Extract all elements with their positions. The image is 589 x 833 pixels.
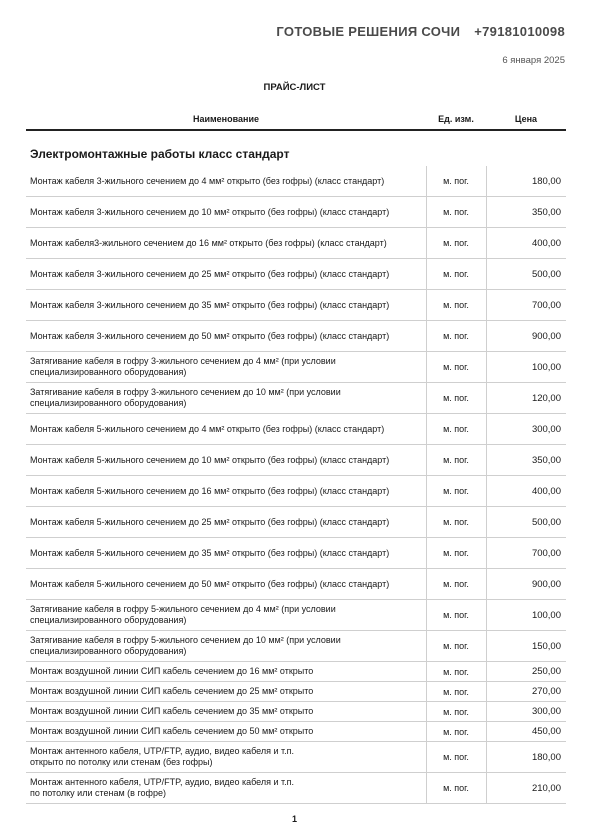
row-price: 150,00 — [486, 631, 566, 662]
row-name: Затягивание кабеля в гофру 5-жильного сечением до 10 мм² (при условии специализированного оборудования) — [26, 631, 426, 662]
table-row — [26, 742, 566, 773]
table-row — [26, 197, 566, 228]
row-price: 500,00 — [486, 507, 566, 538]
row-name: Монтаж кабеля 3-жильного сечением до 50 мм² открыто (без гофры) (класс стандарт) — [26, 321, 426, 352]
row-name: Монтаж воздушной линии СИП кабель сечением до 16 мм² открыто — [26, 662, 426, 682]
row-name: Монтаж воздушной линии СИП кабель сечением до 25 мм² открыто — [26, 682, 426, 702]
row-name: Монтаж антенного кабеля, UTP/FTP, аудио, видео кабеля и т.п. по потолку или стенам (в гофре) — [26, 773, 426, 804]
row-price: 180,00 — [486, 742, 566, 773]
table-row — [26, 600, 566, 631]
table-row — [26, 569, 566, 600]
document-title: ПРАЙС-ЛИСТ — [263, 82, 326, 93]
row-name: Монтаж кабеля 5-жильного сечением до 35 мм² открыто (без гофры) (класс стандарт) — [26, 538, 426, 569]
row-name: Монтаж кабеля 3-жильного сечением до 4 мм² открыто (без гофры) (класс стандарт) — [26, 166, 426, 197]
row-unit: м. пог. — [426, 507, 486, 538]
row-price: 400,00 — [486, 476, 566, 507]
row-name: Монтаж кабеля3-жильного сечением до 16 мм² открыто (без гофры) (класс стандарт) — [26, 228, 426, 259]
company-phone: +79181010098 — [474, 24, 565, 39]
row-name: Монтаж кабеля 3-жильного сечением до 35 мм² открыто (без гофры) (класс стандарт) — [26, 290, 426, 321]
column-header-name: Наименование — [192, 114, 260, 124]
row-unit: м. пог. — [426, 228, 486, 259]
row-price: 210,00 — [486, 773, 566, 804]
table-row — [26, 538, 566, 569]
company-header — [276, 24, 565, 39]
row-price: 250,00 — [486, 662, 566, 682]
row-name: Монтаж кабеля 5-жильного сечением до 25 мм² открыто (без гофры) (класс стандарт) — [26, 507, 426, 538]
row-name: Затягивание кабеля в гофру 3-жильного сечением до 4 мм² (при условии специализированного оборудования) — [26, 352, 426, 383]
table-row — [26, 773, 566, 804]
column-header-price: Цена — [514, 114, 538, 124]
table-row — [26, 631, 566, 662]
row-name: Монтаж воздушной линии СИП кабель сечением до 35 мм² открыто — [26, 702, 426, 722]
company-name: ГОТОВЫЕ РЕШЕНИЯ СОЧИ — [276, 24, 461, 39]
row-name: Монтаж кабеля 5-жильного сечением до 10 мм² открыто (без гофры) (класс стандарт) — [26, 445, 426, 476]
row-name: Затягивание кабеля в гофру 5-жильного сечением до 4 мм² (при условии специализированного оборудования) — [26, 600, 426, 631]
row-price: 900,00 — [486, 321, 566, 352]
row-price: 350,00 — [486, 197, 566, 228]
table-row — [26, 383, 566, 414]
table-row — [26, 722, 566, 742]
row-price: 450,00 — [486, 722, 566, 742]
row-unit: м. пог. — [426, 197, 486, 228]
table-row — [26, 321, 566, 352]
row-name: Монтаж кабеля 5-жильного сечением до 16 мм² открыто (без гофры) (класс стандарт) — [26, 476, 426, 507]
row-unit: м. пог. — [426, 600, 486, 631]
row-unit: м. пог. — [426, 773, 486, 804]
table-row — [26, 476, 566, 507]
row-unit: м. пог. — [426, 476, 486, 507]
table-row — [26, 352, 566, 383]
row-unit: м. пог. — [426, 702, 486, 722]
table-row — [26, 445, 566, 476]
row-unit: м. пог. — [426, 383, 486, 414]
row-name: Монтаж кабеля 5-жильного сечением до 50 мм² открыто (без гофры) (класс стандарт) — [26, 569, 426, 600]
row-unit: м. пог. — [426, 682, 486, 702]
page-number: 1 — [291, 814, 297, 824]
row-unit: м. пог. — [426, 352, 486, 383]
table-row — [26, 662, 566, 682]
table-row — [26, 507, 566, 538]
row-price: 350,00 — [486, 445, 566, 476]
row-unit: м. пог. — [426, 742, 486, 773]
row-price: 900,00 — [486, 569, 566, 600]
document-date: 6 января 2025 — [502, 55, 565, 66]
row-unit: м. пог. — [426, 538, 486, 569]
row-unit: м. пог. — [426, 631, 486, 662]
row-unit: м. пог. — [426, 259, 486, 290]
table-row — [26, 682, 566, 702]
row-price: 300,00 — [486, 702, 566, 722]
table-row — [26, 259, 566, 290]
column-header-unit: Ед. изм. — [438, 114, 474, 124]
section-title: Электромонтажные работы класс стандарт — [30, 147, 290, 161]
table-row — [26, 290, 566, 321]
table-row — [26, 702, 566, 722]
row-unit: м. пог. — [426, 445, 486, 476]
row-price: 120,00 — [486, 383, 566, 414]
table-header — [26, 112, 566, 131]
row-price: 400,00 — [486, 228, 566, 259]
row-name: Монтаж кабеля 5-жильного сечением до 4 мм² открыто (без гофры) (класс стандарт) — [26, 414, 426, 445]
price-table — [26, 166, 566, 804]
table-row — [26, 414, 566, 445]
row-name: Монтаж кабеля 3-жильного сечением до 10 мм² открыто (без гофры) (класс стандарт) — [26, 197, 426, 228]
row-price: 100,00 — [486, 600, 566, 631]
row-unit: м. пог. — [426, 290, 486, 321]
row-unit: м. пог. — [426, 722, 486, 742]
table-row — [26, 228, 566, 259]
row-price: 180,00 — [486, 166, 566, 197]
row-price: 700,00 — [486, 290, 566, 321]
row-unit: м. пог. — [426, 569, 486, 600]
row-price: 700,00 — [486, 538, 566, 569]
row-unit: м. пог. — [426, 662, 486, 682]
row-price: 270,00 — [486, 682, 566, 702]
row-name: Затягивание кабеля в гофру 3-жильного сечением до 10 мм² (при условии специализированного оборудования) — [26, 383, 426, 414]
row-unit: м. пог. — [426, 166, 486, 197]
table-row — [26, 166, 566, 197]
row-unit: м. пог. — [426, 414, 486, 445]
row-price: 500,00 — [486, 259, 566, 290]
row-unit: м. пог. — [426, 321, 486, 352]
row-name: Монтаж антенного кабеля, UTP/FTP, аудио, видео кабеля и т.п. открыто по потолку или стенам (без гофры) — [26, 742, 426, 773]
row-price: 300,00 — [486, 414, 566, 445]
row-name: Монтаж кабеля 3-жильного сечением до 25 мм² открыто (без гофры) (класс стандарт) — [26, 259, 426, 290]
row-name: Монтаж воздушной линии СИП кабель сечением до 50 мм² открыто — [26, 722, 426, 742]
row-price: 100,00 — [486, 352, 566, 383]
